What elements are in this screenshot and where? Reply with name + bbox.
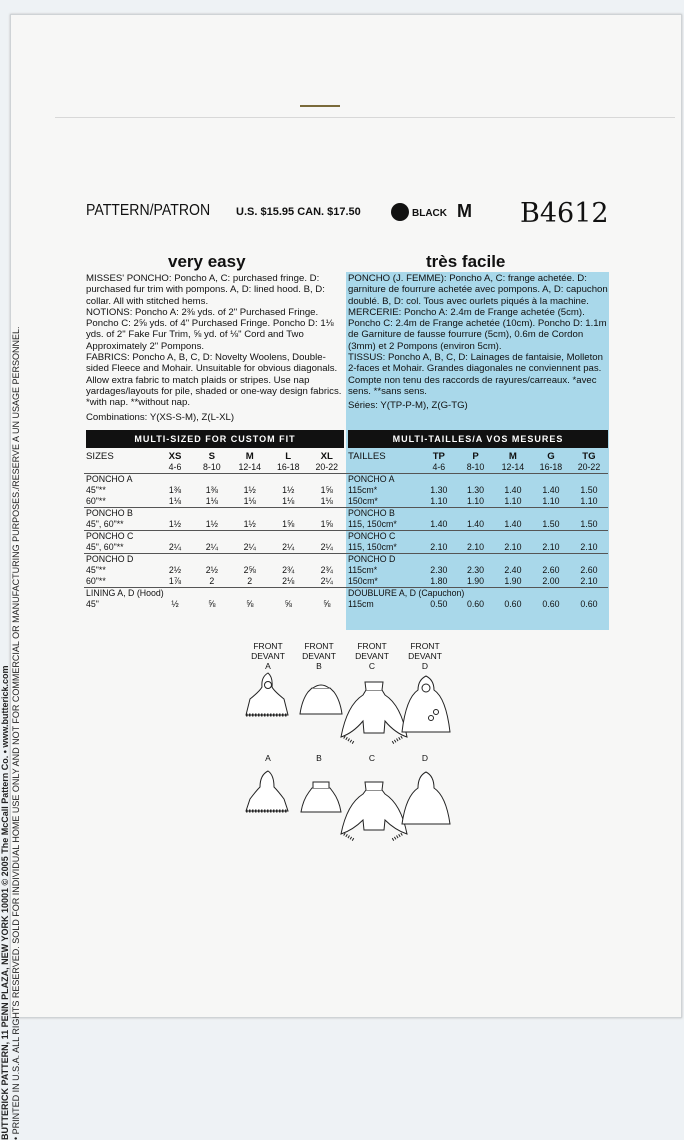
french-notions: MERCERIE: Poncho A: 2.4m de Frange achetée (5cm). Poncho C: 2.4m de Frange achetée (10cm). Poncho D: 1.1m de Garniture de fausse fourrure (5cm), 0.6m de Cordon (3mm) et 2 Pompons (environ 5cm).	[348, 306, 607, 352]
size-range: 12-14	[238, 462, 261, 472]
yardage-value: 2	[209, 576, 215, 586]
yardage-value: 1½	[243, 485, 256, 495]
yardage-value: 2½	[205, 565, 218, 575]
poncho-a-back-figure	[246, 771, 288, 811]
english-size-bar: MULTI-SIZED FOR CUSTOM FIT	[86, 430, 344, 448]
yardage-value: 1.40	[542, 485, 560, 495]
yardage-value: ⅝	[208, 599, 216, 609]
title-english: very easy	[168, 252, 246, 271]
yardage-value: 1.10	[466, 496, 485, 506]
us-price: $15.95	[260, 206, 295, 218]
yardage-value: 2¾	[282, 565, 295, 575]
size-range: 4-6	[168, 462, 182, 472]
fabric-width: 115cm	[348, 599, 374, 609]
yardage-value: 0.60	[580, 599, 598, 609]
fabric-width: 45", 60"**	[86, 519, 124, 529]
size-header: TG	[582, 451, 596, 462]
back-view-label: B	[316, 753, 322, 763]
yardage-value: 2¼	[243, 542, 256, 552]
size-header: P	[472, 451, 479, 462]
yardage-value: 2.30	[430, 565, 448, 575]
size-range: 20-22	[315, 462, 338, 472]
fabric-group: PONCHO C	[346, 531, 608, 543]
publisher-line: BUTTERICK PATTERN, 11 PENN PLAZA, NEW YORK 10001 © 2005 The McCall Pattern Co. • www.butterick.com	[0, 665, 10, 1140]
yardage-value: 2⅝	[243, 565, 256, 575]
size-header: TP	[432, 451, 445, 462]
yardage-value: 2.60	[542, 565, 560, 575]
pattern-label: PATTERN/PATRON	[86, 202, 211, 219]
sizes-label: TAILLES	[348, 451, 386, 462]
yardage-value: 1⅝	[320, 485, 333, 495]
pattern-number: B4612	[520, 198, 609, 229]
french-size-bar: MULTI-TAILLES/A VOS MESURES	[348, 430, 608, 448]
fabric-width: 150cm*	[348, 496, 378, 506]
yardage-value: 2.30	[466, 565, 485, 575]
fabric-width: 115cm*	[348, 485, 378, 495]
french-fabrics: TISSUS: Poncho A, B, C, D: Lainages de fantaisie, Molleton 2-faces et Mohair. Grandes diagonales ne conviennent pas. Compte non tenu des raccords de rayures/carreaux. *avec sens. **sans sens.	[348, 352, 603, 397]
fabric-width: 115, 150cm*	[348, 519, 397, 529]
fabric-width: 45"**	[86, 485, 106, 495]
yardage-value: 2½	[168, 565, 182, 575]
poncho-d-front-figure	[402, 676, 450, 732]
fabric-group: PONCHO A	[346, 474, 608, 486]
yardage-value: 1⅜	[168, 485, 182, 495]
poncho-c-front-figure	[341, 682, 407, 743]
fabric-width: 60"**	[86, 576, 106, 586]
poncho-b-front-figure	[300, 685, 342, 714]
fabric-width: 115cm*	[348, 565, 378, 575]
fabric-group: PONCHO D	[346, 554, 608, 566]
yardage-value: 0.60	[542, 599, 560, 609]
french-combinations: Séries: Y(TP-P-M), Z(G-TG)	[348, 400, 468, 412]
yardage-value: 2¼	[205, 542, 218, 552]
yardage-value: ½	[171, 599, 179, 609]
yardage-value: 1½	[243, 519, 256, 529]
yardage-value: 2¼	[168, 542, 182, 552]
fabric-group: LINING A, D (Hood)	[84, 588, 346, 600]
size-header: S	[208, 451, 216, 462]
size-range: 8-10	[466, 462, 485, 472]
fabric-width: 150cm*	[348, 576, 378, 586]
yardage-value: 1⅛	[205, 496, 218, 506]
french-description: PONCHO (J. FEMME): Poncho A, C: frange achetée. D: garniture de fourrure achetée avec pompons. A, D: capuchon doublé. B, D: col. Tous avec ourlets piqués à la machine.	[348, 273, 608, 307]
yardage-value: 2.00	[542, 576, 560, 586]
yardage-value: ⅝	[323, 599, 331, 609]
yardage-value: 1⅝	[320, 519, 333, 529]
back-view-label: A	[265, 753, 271, 763]
us-label: U.S.	[236, 206, 258, 218]
size-header: XS	[168, 451, 182, 462]
english-description: MISSES' PONCHO: Poncho A, C: purchased fringe. D: purchased fur trim with pompons. A, D: lined hood. B, D: collar. All with stitched hems.	[86, 273, 325, 307]
fabric-group: PONCHO D	[84, 554, 346, 566]
fabric-group: PONCHO B	[84, 508, 346, 520]
size-range: 8-10	[203, 462, 221, 472]
yardage-value: 2.10	[504, 542, 522, 552]
yardage-value: 2.10	[466, 542, 485, 552]
can-label: CAN.	[297, 206, 325, 218]
yardage-value: 2¼	[282, 542, 295, 552]
yardage-value: 2⅛	[282, 576, 295, 586]
yardage-value: 0.60	[466, 599, 485, 609]
front-view-label: FRONT DEVANT C	[355, 641, 389, 671]
yardage-value: 1⅛	[168, 496, 182, 506]
front-view-label: FRONT DEVANT B	[302, 641, 336, 671]
size-range: 16-18	[539, 462, 563, 472]
fabric-width: 45", 60"**	[86, 542, 124, 552]
front-view-label: FRONT DEVANT A	[251, 641, 285, 671]
size-header: XL	[320, 451, 333, 462]
yardage-value: 1⅜	[205, 485, 218, 495]
color-label: BLACK	[412, 208, 447, 219]
yardage-value: 2.40	[504, 565, 522, 575]
yardage-value: 1.50	[580, 485, 598, 495]
fabric-group: PONCHO C	[84, 531, 346, 543]
yardage-value: ⅝	[246, 599, 254, 609]
yardage-value: 2.10	[542, 542, 560, 552]
yardage-value: 2.10	[430, 542, 448, 552]
size-header: M	[245, 451, 254, 462]
yardage-value: 1.10	[504, 496, 522, 506]
fabric-width: 115, 150cm*	[348, 542, 397, 552]
yardage-value: 1.40	[466, 519, 485, 529]
poncho-a-front-figure	[246, 673, 288, 715]
size-range: 12-14	[501, 462, 525, 472]
yardage-value: 1.80	[430, 576, 448, 586]
yardage-value: 2¼	[320, 576, 333, 586]
yardage-value: 2¾	[320, 565, 333, 575]
size-code: M	[457, 201, 472, 221]
yardage-value: 0.60	[504, 599, 522, 609]
yardage-value: 2.10	[580, 542, 598, 552]
poncho-c-back-figure	[341, 782, 407, 840]
yardage-value: 2.60	[580, 565, 598, 575]
yardage-value: 2¼	[320, 542, 333, 552]
back-view-label: C	[368, 753, 376, 763]
english-fabrics: FABRICS: Poncho A, B, C, D: Novelty Woolens, Double-sided Fleece and Mohair. Unsuitable for obvious diagonals. Allow extra fabric to match plaids or stripes. Use nap yardages/layouts for pile, shaded or one-way design fabrics. *with nap. **without nap.	[86, 352, 342, 409]
rights-line: • PRINTED IN U.S.A. ALL RIGHTS RESERVED. SOLD FOR INDIVIDUAL HOME USE ONLY AND NOT FOR COMMERCIAL OR MANUFACTURING PURPOSES./RESERVE A UN USAGE PERSONNEL.	[11, 326, 21, 1140]
fabric-width: 45"	[86, 599, 99, 609]
yardage-value: 1⅛	[282, 496, 295, 506]
yardage-value: 1.50	[542, 519, 560, 529]
yardage-value: 1.40	[430, 519, 448, 529]
yardage-value: 1.10	[430, 496, 448, 506]
size-header: M	[508, 451, 517, 462]
fabric-width: 60"**	[86, 496, 106, 506]
yardage-value: 2.10	[580, 576, 598, 586]
yardage-value: 1.40	[504, 519, 522, 529]
yardage-value: 1½	[282, 485, 295, 495]
size-range: 16-18	[276, 462, 300, 472]
size-header: L	[285, 451, 292, 462]
yardage-value: 1⅛	[320, 496, 333, 506]
english-combinations: Combinations: Y(XS-S-M), Z(L-XL)	[86, 411, 235, 423]
yardage-value: 1½	[205, 519, 218, 529]
yardage-value: 1.30	[430, 485, 448, 495]
fabric-width: 45"**	[86, 565, 106, 575]
size-range: 4-6	[432, 462, 446, 472]
yardage-value: 1.90	[466, 576, 485, 586]
yardage-value: 0.50	[430, 599, 448, 609]
fabric-group: PONCHO B	[346, 508, 608, 520]
yardage-value: 1½	[168, 519, 182, 529]
yardage-value: ⅝	[284, 599, 292, 609]
size-range: 20-22	[577, 462, 601, 472]
poncho-d-back-figure	[402, 772, 450, 824]
yardage-value: 2	[247, 576, 253, 586]
yardage-value: 1.90	[504, 576, 522, 586]
yardage-value: 1.10	[580, 496, 598, 506]
poncho-b-back-figure	[301, 782, 341, 812]
fabric-group: PONCHO A	[84, 474, 346, 486]
sizes-label: SIZES	[86, 451, 114, 462]
yardage-value: 1⅝	[282, 519, 295, 529]
yardage-value: 1⅛	[243, 496, 256, 506]
yardage-value: 1.30	[466, 485, 485, 495]
english-notions: NOTIONS: Poncho A: 2⅜ yds. of 2" Purchased Fringe. Poncho C: 2⅝ yds. of 4" Purchased Fringe. Poncho D: 1⅛ yds. of 2" Fake Fur Trim, ⅝ yd. of ⅛" Cord and Two Approximately 2" Pompons.	[86, 306, 334, 352]
back-view-label: D	[421, 753, 429, 763]
yardage-value: 1.10	[542, 496, 560, 506]
can-price: $17.50	[327, 206, 361, 218]
yardage-value: 1.40	[504, 485, 522, 495]
title-french: très facile	[426, 252, 506, 271]
fabric-group: DOUBLURE A, D (Capuchon)	[346, 588, 608, 600]
front-view-label: FRONT DEVANT D	[408, 641, 442, 671]
yardage-value: 1⅞	[168, 576, 182, 586]
yardage-value: 1.50	[580, 519, 598, 529]
size-header: G	[547, 451, 555, 462]
